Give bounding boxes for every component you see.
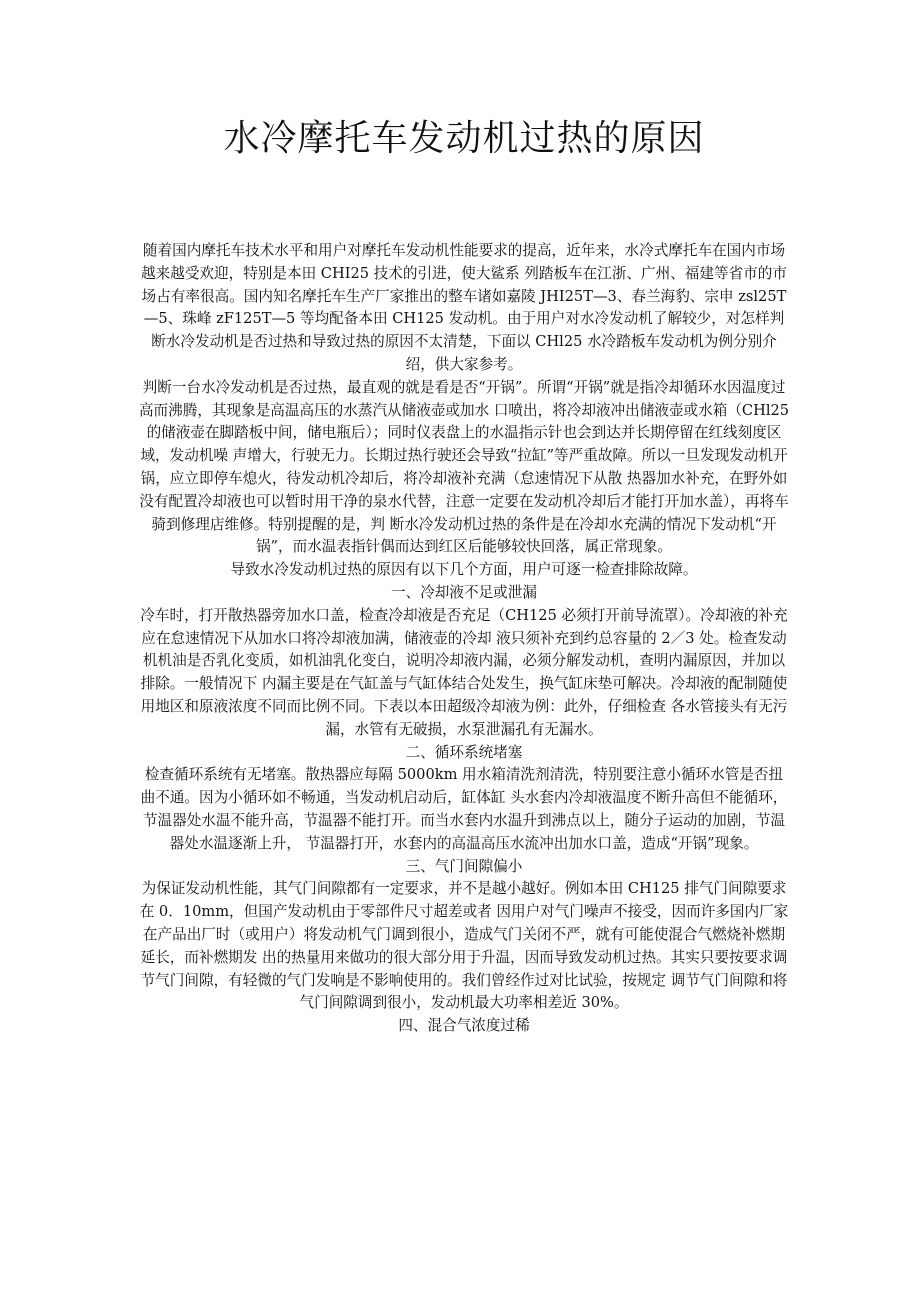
section-heading-valve-clearance: 三、气门间隙偏小 bbox=[405, 857, 523, 875]
overheat-judgement-paragraph: 判断一台水冷发动机是否过热，最直观的就是看是否“开锅”。所谓“开锅”就是指冷却循环水因温度过高而沸腾，其现象是高温高压的水蒸汽从储液壶或加水 口喷出，将冷却液冲出储液壶或水箱（CHl25 的储液壶在脚踏板中间，储电瓶后）；同时仪表盘上的水温指示针也会到达并长期停留在红线刻度区域，发动机噪 声增大，行驶无力。长期过热行驶还会导致“拉缸”等严重故障。所以一旦发现发动机开锅，应立即停车熄火，待发动机冷却后，将冷却液补充满（怠速情况下从散 热器加水补充，在野外如没有配置冷却液也可以暂时用干净的泉水代替，注意一定要在发动机冷却后才能打开加水盖），再将车骑到修理店维修。特别提醒的是，判 断水冷发动机过热的条件是在冷却水充满的情况下发动机“开锅”，而水温表指针偶而达到红区后能够较快回落，属正常现象。 bbox=[138, 378, 790, 556]
section-text-circulation: 检查循环系统有无堵塞。散热器应每隔 5000km 用水箱清洗剂清洗，特别要注意小循环水管是否扭曲不通。因为小循环如不畅通，当发动机启动后，缸体缸 头水套内冷却液温度不断升高但不能循环，节温器处水温不能升高，节温器不能打开。而当水套内水温升到沸点以上，随分子运动的加剧，节温器处水温逐渐上升， 节温器打开，水套内的高温高压水流冲出加水口盖，造成“开锅”现象。 bbox=[140, 766, 788, 852]
section-heading-coolant: 一、冷却液不足或泄漏 bbox=[391, 583, 537, 601]
section-heading-circulation: 二、循环系统堵塞 bbox=[405, 743, 523, 761]
intro-paragraph: 随着国内摩托车技术水平和用户对摩托车发动机性能要求的提高，近年来，水冷式摩托车在国内市场越来越受欢迎，特别是本田 CHI25 技术的引进，使大鲨系 列踏板车在江浙、广州、福建等省市的市场占有率很高。国内知名摩托车生产厂家推出的整车诸如嘉陵 JHI25T—3、春兰海豹、宗申 zsl25T—5、珠峰 zF125T—5 等均配备本田 CH125 发动机。由于用户对水冷发动机了解较少，对怎样判断水冷发动机是否过热和导致过热的原因不太清楚，下面以 CHl25 水冷踏板车发动机为例分别介绍，供大家参考。 bbox=[141, 242, 787, 373]
document-body bbox=[138, 240, 790, 1038]
document-title: 水冷摩托车发动机过热的原因 bbox=[223, 118, 705, 159]
section-text-valve-clearance: 为保证发动机性能，其气门间隙都有一定要求，并不是越小越好。例如本田 CH125 排气门间隙要求在 0．10mm，但国产发动机由于零部件尺寸超差或者 因用户对气门噪声不接受，因而许多国内厂家在产品出厂时（或用户）将发动机气门调到很小，造成气门关闭不严，就有可能使混合气燃烧补燃期延长，而补燃期发 出的热量用来做功的很大部分用于升温，因而导致发动机过热。其实只要按要求调节气门间隙，有轻微的气门发响是不影响使用的。我们曾经作过对比试验，按规定 调节气门间隙和将气门间隙调到很小，发动机最大功率相差近 30%。 bbox=[139, 880, 789, 1012]
causes-overview-paragraph: 导致水冷发动机过热的原因有以下几个方面，用户可逐一检查排除故障。 bbox=[230, 561, 698, 579]
section-heading-lean-mixture: 四、混合气浓度过稀 bbox=[398, 1017, 530, 1035]
document-page bbox=[138, 0, 790, 1038]
section-text-coolant: 冷车时，打开散热器旁加水口盖，检查冷却液是否充足（CH125 必须打开前导流罩）。冷却液的补充应在怠速情况下从加水口将冷却液加满，储液壶的冷却 液只须补充到约总容量的 2／3 处。检查发动机机油是否乳化变质，如机油乳化变白，说明冷却液内漏，必须分解发动机，查明内漏原因，并加以排除。一般情况下 内漏主要是在气缸盖与气缸体结合处发生，换气缸床垫可解决。冷却液的配制随使用地区和原液浓度不同而比例不同。下表以本田超级冷却液为例：此外，仔细检查 各水管接头有无污漏，水管有无破损，水泵泄漏孔有无漏水。 bbox=[140, 606, 788, 738]
